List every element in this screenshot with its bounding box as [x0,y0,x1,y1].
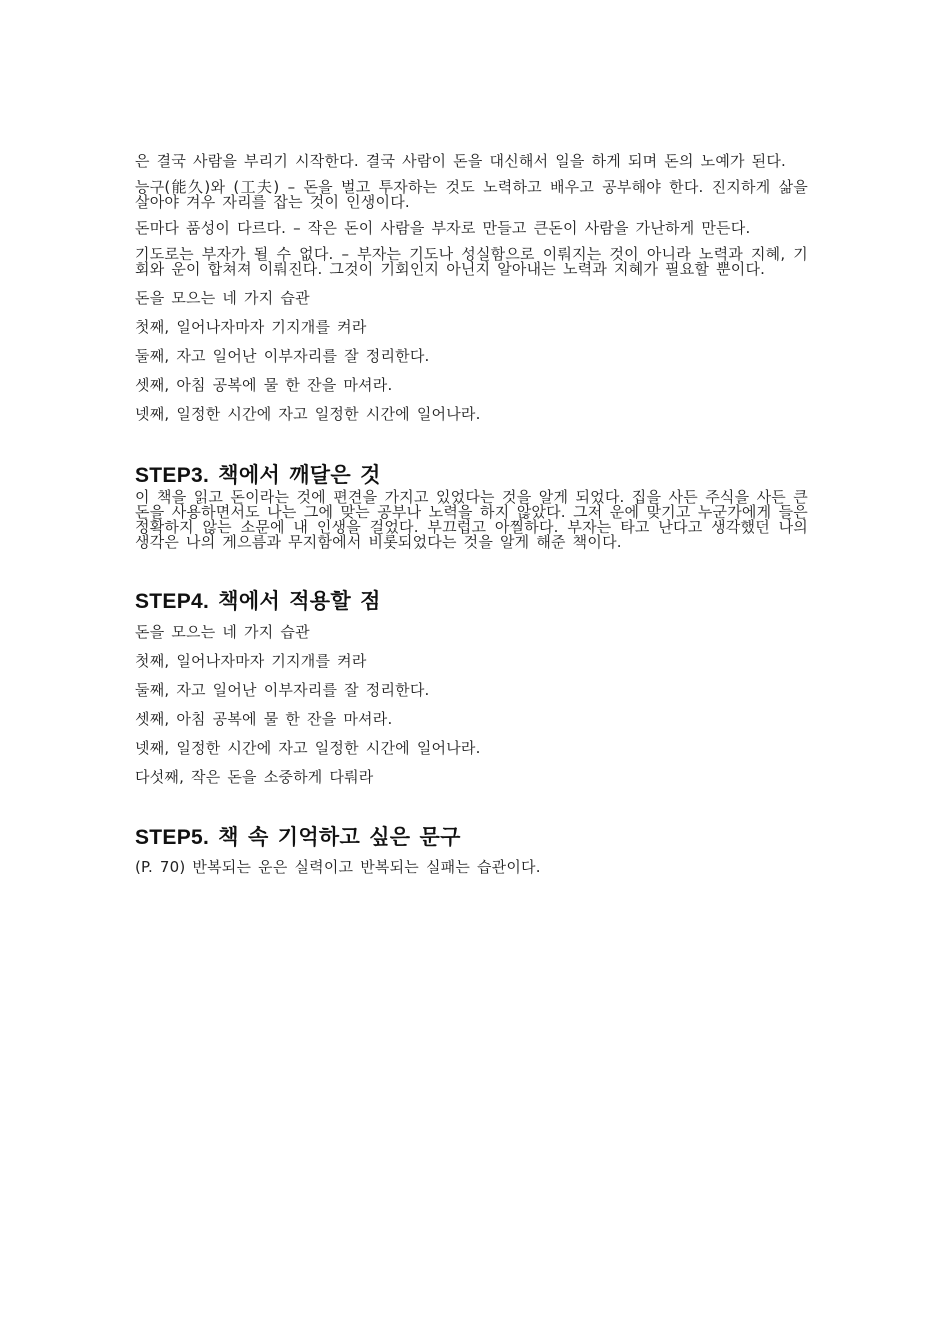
step3-title: STEP3. 책에서 깨달은 것 [135,464,381,487]
habit-item: 둘째, 자고 일어난 이부자리를 잘 정리한다. [135,347,430,365]
step4-item: 다섯째, 작은 돈을 소중하게 다뤄라 [135,768,374,786]
intro-paragraph: 은 결국 사람을 부리기 시작한다. 결국 사람이 돈을 대신해서 일을 하게 되며 돈의 노예가 된다. [135,152,787,170]
step4-item: 넷째, 일정한 시간에 자고 일정한 시간에 일어나라. [135,739,481,757]
habit-item: 첫째, 일어나자마자 기지개를 켜라 [135,318,367,336]
step4-item: 셋째, 아침 공복에 물 한 잔을 마셔라. [135,710,393,728]
step4-item: 둘째, 자고 일어난 이부자리를 잘 정리한다. [135,681,430,699]
habit-item: 넷째, 일정한 시간에 자고 일정한 시간에 일어나라. [135,405,481,423]
step5-quote: (P. 70) 반복되는 운은 실력이고 반복되는 실패는 습관이다. [135,858,541,876]
step4-item: 돈을 모으는 네 가지 습관 [135,623,310,641]
step5-title: STEP5. 책 속 기억하고 싶은 문구 [135,826,461,849]
step4-title: STEP4. 책에서 적용할 점 [135,590,381,613]
habits-heading: 돈을 모으는 네 가지 습관 [135,289,310,307]
intro-paragraph: 돈마다 품성이 다르다. – 작은 돈이 사람을 부자로 만들고 큰돈이 사람을 가난하게 만든다. [135,219,751,237]
step3-body: 이 책을 읽고 돈이라는 것에 편견을 가지고 있었다는 것을 알게 되었다. 집을 사든 주식을 사든 큰 돈을 사용하면서도 나는 그에 맞는 공부나 노력을 하지 않았다. 그저 운에 맞기고 누군가에게 들은 정확하지 않는 소문에 내 인생을 걸었다. 부끄럽고 아찔하다. 부자는 타고 난다고 생각했던 나의 생각은 나의 게으름과 무지함에서 비롯되었다는 것을 알게 해준 책이다. [135,488,808,551]
intro-paragraph: 기도로는 부자가 될 수 없다. – 부자는 기도나 성실함으로 이뤄지는 것이 아니라 노력과 지혜, 기회와 운이 합쳐져 이뤄진다. 그것이 기회인지 아닌지 알아내는 노력과 지혜가 필요할 뿐이다. [135,245,808,278]
step4-item: 첫째, 일어나자마자 기지개를 켜라 [135,652,367,670]
habit-item: 셋째, 아침 공복에 물 한 잔을 마셔라. [135,376,393,394]
intro-paragraph: 능구(能久)와 (工夫) – 돈을 벌고 투자하는 것도 노력하고 배우고 공부해야 한다. 진지하게 삶을 살아야 겨우 자리를 잡는 것이 인생이다. [135,178,808,211]
page-content [135,154,808,886]
